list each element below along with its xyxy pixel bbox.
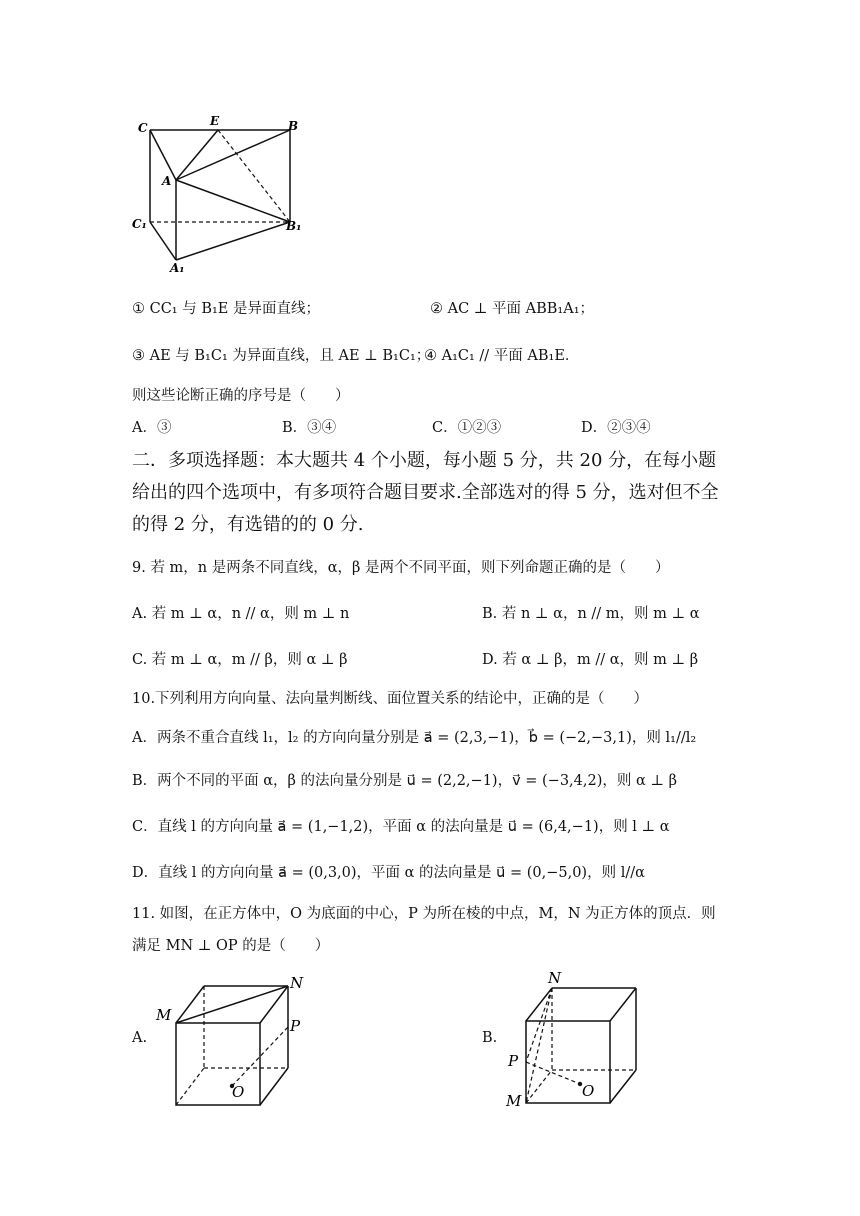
- statement-1: ① CC₁ 与 B₁E 是异面直线；: [132, 301, 320, 317]
- statement-2: ② AC ⊥ 平面 ABB₁A₁；: [430, 301, 595, 317]
- fig-b-label-o: O: [582, 1082, 595, 1100]
- q9-option-b[interactable]: B. 若 n ⊥ α，n // m，则 m ⊥ α: [482, 606, 700, 622]
- fig-b-label-m: M: [506, 1092, 522, 1110]
- label-b: B: [288, 119, 299, 133]
- q10-option-b[interactable]: B．两个不同的平面 α，β 的法向量分别是 u⃗ = (2,2,−1)，v⃗ = (−3,4,2)，则 α ⊥ β: [132, 773, 678, 789]
- fig-b-label-p: P: [508, 1052, 519, 1070]
- q11-stem-line2: 满足 MN ⊥ OP 的是（ ）: [132, 938, 330, 954]
- prev-question-prompt: 则这些论断正确的序号是（ ）: [132, 388, 350, 404]
- fig-a-label-m: M: [156, 1006, 172, 1024]
- prev-option-a[interactable]: A．③: [132, 420, 172, 436]
- q9-option-c[interactable]: C. 若 m ⊥ α，m // β，则 α ⊥ β: [132, 652, 348, 668]
- fig-a-label-n: N: [290, 974, 304, 992]
- q9-stem: 9. 若 m，n 是两条不同直线，α，β 是两个不同平面，则下列命题正确的是（ ）: [132, 560, 670, 576]
- fig-b-label-n: N: [548, 969, 562, 987]
- q9-option-a[interactable]: A. 若 m ⊥ α，n // α，则 m ⊥ n: [132, 606, 350, 622]
- label-c1: C₁: [132, 217, 147, 231]
- fig-a-label-p: P: [290, 1017, 301, 1035]
- label-a: A: [162, 174, 172, 188]
- cube-figure-b: [500, 968, 660, 1113]
- q10-option-a[interactable]: A．两条不重合直线 l₁，l₂ 的方向向量分别是 a⃗ = (2,3,−1)，b⃗ = (−2,−3,1)，则 l₁//l₂: [132, 730, 697, 746]
- statement-3: ③ AE 与 B₁C₁ 为异面直线，且 AE ⊥ B₁C₁；: [132, 348, 431, 364]
- section-2-heading: 二．多项选择题：本大题共 4 个小题，每小题 5 分，共 20 分，在每小题给出的四个选项中，有多项符合题目要求.全部选对的得 5 分，选对但不全的得 2 分，有选错的的 0 分.: [132, 450, 719, 535]
- prev-option-b[interactable]: B．③④: [282, 420, 337, 436]
- fig-a-label-o: O: [232, 1083, 245, 1101]
- prev-option-c[interactable]: C．①②③: [432, 420, 502, 436]
- cube-figure-a: [150, 968, 320, 1113]
- q9-option-d[interactable]: D. 若 α ⊥ β，m // α，则 m ⊥ β: [482, 652, 699, 668]
- label-b1: B₁: [286, 219, 302, 233]
- q11-stem-line1: 11. 如图，在正方体中，O 为底面的中心，P 为所在棱的中点，M，N 为正方体的顶点．则: [132, 906, 716, 922]
- label-e: E: [210, 114, 220, 128]
- q10-option-d[interactable]: D．直线 l 的方向向量 a⃗ = (0,3,0)，平面 α 的法向量是 u⃗ = (0,−5,0)，则 l//α: [132, 865, 645, 881]
- q10-stem: 10.下列利用方向向量、法向量判断线、面位置关系的结论中，正确的是（ ）: [132, 691, 649, 707]
- label-c: C: [138, 121, 148, 135]
- q11-option-b-label[interactable]: B.: [482, 1030, 498, 1046]
- statement-4: ④ A₁C₁ // 平面 AB₁E．: [424, 348, 580, 364]
- prev-option-d[interactable]: D．②③④: [581, 420, 651, 436]
- q10-option-c[interactable]: C．直线 l 的方向向量 a⃗ = (1,−1,2)，平面 α 的法向量是 u⃗ = (6,4,−1)，则 l ⊥ α: [132, 819, 670, 835]
- prism-figure: [130, 112, 310, 282]
- label-a1: A₁: [170, 261, 185, 275]
- q11-option-a-label[interactable]: A.: [132, 1030, 148, 1046]
